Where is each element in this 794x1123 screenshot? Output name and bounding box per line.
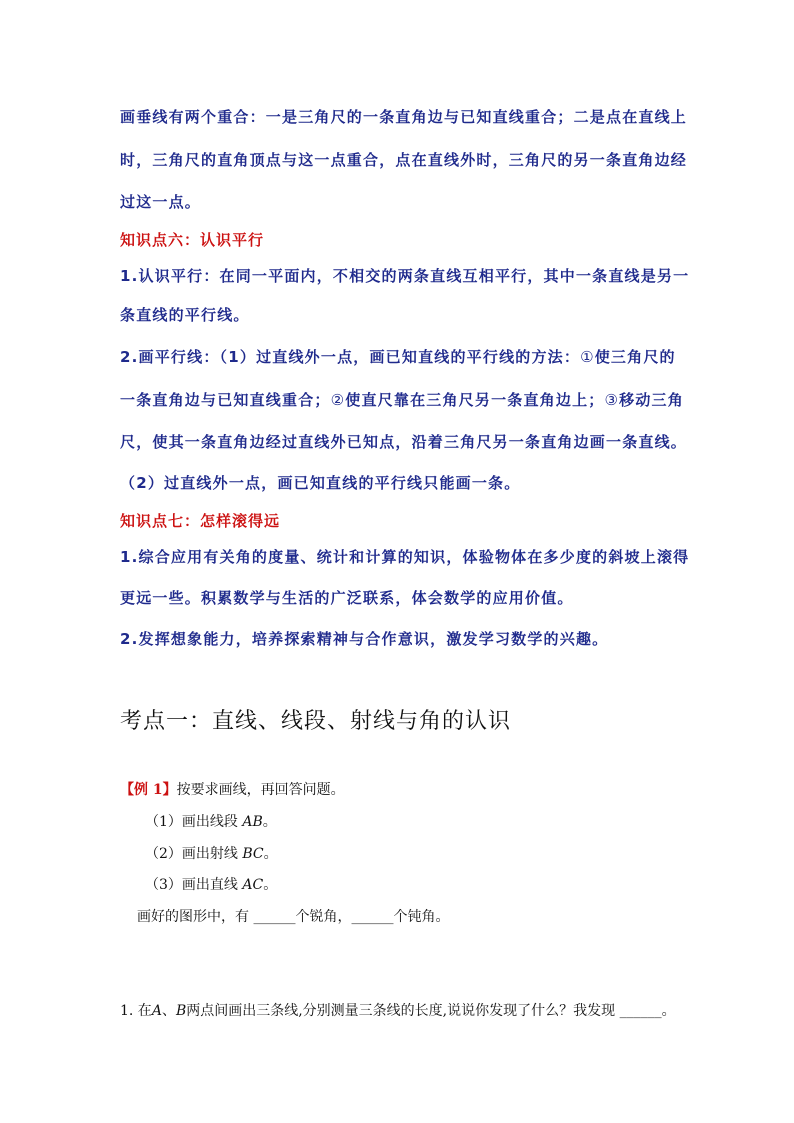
blank-obtuse[interactable]: ______: [351, 909, 394, 925]
item2-end: 。: [263, 846, 278, 862]
var-a: A: [151, 1003, 162, 1019]
question-pre: 画好的图形中，有: [137, 909, 254, 925]
kp6-title: 知识点六：认识平行: [120, 231, 265, 249]
kp6-p2-line1: [120, 346, 676, 367]
question-post: 个钝角。: [393, 909, 450, 925]
kp6-p1-line1: 1.认识平行：在同一平面内，不相交的两条直线互相平行，其中一条直线是另一: [120, 267, 690, 285]
kp6-p2-line2-c: 移动三角: [619, 391, 684, 409]
exercise-sep: 、: [161, 1003, 176, 1019]
example-prompt-text: 按要求画线，再回答问题。: [176, 782, 345, 798]
kp6-p2-line4: （2）过直线外一点，画已知直线的平行线只能画一条。: [120, 474, 521, 492]
blank-discovery[interactable]: ______: [619, 1003, 662, 1019]
exercise-text: 两点间画出三条线,分别测量三条线的长度,说说你发现了什么？我发现: [186, 1003, 620, 1019]
exercise-pre: 在: [133, 1003, 152, 1019]
item1-text: （1）画出线段: [145, 814, 243, 830]
kp6-p2-line1-b: 使三角尺的: [594, 348, 676, 366]
kp6-p2-line2-a: 一条直角边与已知直线重合；: [120, 391, 331, 409]
kp7-p2: 2.发挥想象能力，培养探索精神与合作意识，激发学习数学的兴趣。: [120, 630, 609, 648]
kp7-p1-line1: 1.综合应用有关角的度量、统计和计算的知识，体验物体在多少度的斜坡上滚得: [120, 548, 690, 566]
kp6-p2-line2: [120, 389, 684, 410]
example1-item2: [145, 843, 278, 863]
blank-acute[interactable]: ______: [253, 909, 296, 925]
circled-three: ③: [604, 391, 620, 409]
kp6-p2-line2-b: 使直尺靠在三角尺另一条直角边上；: [345, 391, 605, 409]
example1-prompt: [120, 779, 345, 799]
circled-two: ②: [330, 391, 346, 409]
kp6-p2-line3: 尺，使其一条直角边经过直线外已知点，沿着三角尺另一条直角边画一条直线。: [120, 433, 688, 451]
item3-text: （3）画出直线: [145, 877, 243, 893]
section-heading: 考点一：直线、线段、射线与角的认识: [120, 709, 512, 734]
kp7-title: 知识点七：怎样滚得远: [120, 512, 281, 530]
var-ac: AC: [242, 877, 264, 893]
var-b: B: [175, 1003, 187, 1019]
exercise-number: 1.: [120, 1003, 134, 1019]
kp6-p2-line1-a: 2.画平行线：（1）过直线外一点，画已知直线的平行线的方法：: [120, 348, 581, 366]
item3-end: 。: [263, 877, 278, 893]
exercise-end: 。: [661, 1003, 676, 1019]
para1-line1: 画垂线有两个重合：一是三角尺的一条直角边与已知直线重合；二是点在直线上: [120, 108, 688, 126]
circled-one: ①: [580, 348, 595, 366]
example1-item3: [145, 874, 277, 894]
item2-text: （2）画出射线: [145, 846, 243, 862]
para1-line2: 时，三角尺的直角顶点与这一点重合，点在直线外时，三角尺的另一条直角边经: [120, 151, 688, 169]
example-label: 【例 1】: [120, 782, 177, 798]
example1-question: [137, 906, 449, 926]
exercise1: [120, 1000, 676, 1020]
kp6-p1-line2: 条直线的平行线。: [120, 306, 250, 324]
para1-line3: 过这一点。: [120, 193, 202, 211]
kp7-p1-line2: 更远一些。积累数学与生活的广泛联系，体会数学的应用价值。: [120, 589, 574, 607]
example1-item1: [145, 811, 277, 831]
var-ab: AB: [242, 814, 263, 830]
question-mid: 个锐角，: [295, 909, 352, 925]
var-bc: BC: [242, 846, 264, 862]
item1-end: 。: [262, 814, 277, 830]
